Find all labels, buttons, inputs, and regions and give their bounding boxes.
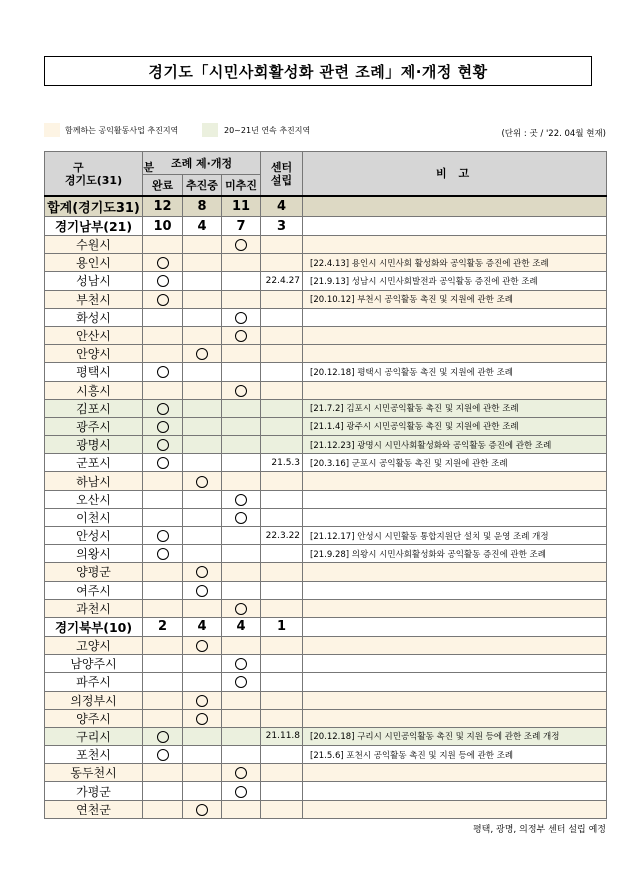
header-center-l2: 설립 [270,173,293,187]
city-name: 구리시 [45,727,143,745]
region-note [303,617,607,636]
status-in-progress [183,308,222,326]
status-done [143,436,183,454]
status-in-progress [183,454,222,472]
row-note [303,581,607,599]
status-circle-icon [157,403,169,415]
row-note: [20.3.16] 군포시 공익활동 촉진 및 지원에 관한 조례 [303,454,607,472]
region-in-progress: 4 [183,617,222,636]
status-not-started [222,636,261,654]
legend-swatch-partner [44,123,60,137]
status-circle-icon [196,804,208,816]
table-row [45,236,607,254]
status-not-started [222,709,261,727]
status-not-started [222,308,261,326]
total-center: 4 [261,196,303,217]
center-date [261,399,303,417]
region-in-progress: 4 [183,217,222,236]
total-not-started: 11 [222,196,261,217]
row-note: [21.5.6] 포천시 공익활동 촉진 및 지원 등에 관한 조례 [303,746,607,764]
table-row [45,527,607,545]
center-date [261,746,303,764]
center-date [261,709,303,727]
row-note [303,308,607,326]
center-date [261,673,303,691]
status-done [143,527,183,545]
center-date: 21.5.3 [261,454,303,472]
status-circle-icon [157,294,169,306]
status-circle-icon [196,585,208,597]
region-name: 경기북부(10) [45,617,143,636]
center-date [261,545,303,563]
status-done [143,290,183,308]
row-note: [20.12.18] 평택시 공익활동 촉진 및 지원에 관한 조례 [303,363,607,381]
header-ordinance: 조례 제·개정 [143,152,261,175]
row-note [303,800,607,818]
center-date [261,599,303,617]
table-row [45,254,607,272]
city-name: 하남시 [45,472,143,490]
status-not-started [222,691,261,709]
status-circle-icon [235,786,247,798]
city-name: 의왕시 [45,545,143,563]
status-in-progress [183,326,222,344]
center-date [261,308,303,326]
status-done [143,709,183,727]
status-done [143,254,183,272]
status-circle-icon [235,512,247,524]
row-note [303,236,607,254]
status-in-progress [183,764,222,782]
header-gubun-sub: 경기도(31) [64,173,123,187]
table-row [45,436,607,454]
header-gubun-label: 구 분 [73,160,183,174]
table-row [45,545,607,563]
status-circle-icon [157,275,169,287]
region-not-started: 4 [222,617,261,636]
table-row [45,636,607,654]
row-note: [20.10.12] 부천시 공익활동 촉진 및 지원에 관한 조례 [303,290,607,308]
status-not-started [222,363,261,381]
status-circle-icon [196,695,208,707]
row-note [303,490,607,508]
status-circle-icon [235,494,247,506]
table-row [45,454,607,472]
legend-label-consecutive: 20~21년 연속 추진지역 [224,126,311,135]
center-date [261,782,303,800]
city-name: 광명시 [45,436,143,454]
table-row [45,563,607,581]
table-row [45,782,607,800]
status-in-progress [183,527,222,545]
status-done [143,764,183,782]
status-circle-icon [235,239,247,251]
region-note [303,217,607,236]
status-not-started [222,381,261,399]
center-date: 22.4.27 [261,272,303,290]
status-not-started [222,655,261,673]
row-note: [21.12.23] 광명시 시민사회활성화와 공익활동 증진에 관한 조례 [303,436,607,454]
city-name: 평택시 [45,363,143,381]
status-not-started [222,254,261,272]
table-row [45,599,607,617]
status-in-progress [183,709,222,727]
total-row [45,196,607,217]
center-date [261,436,303,454]
row-note: [21.7.2] 김포시 시민공익활동 촉진 및 지원에 관한 조례 [303,399,607,417]
city-name: 부천시 [45,290,143,308]
total-done: 12 [143,196,183,217]
center-date [261,345,303,363]
footer-note: 평택, 광명, 의정부 센터 설립 예정 [472,825,606,835]
status-not-started [222,563,261,581]
status-not-started [222,508,261,526]
city-name: 고양시 [45,636,143,654]
status-circle-icon [235,676,247,688]
status-in-progress [183,655,222,673]
status-not-started [222,527,261,545]
center-date [261,381,303,399]
status-circle-icon [196,348,208,360]
unit-note: (단위 : 곳 / '22. 04월 현재) [501,129,606,139]
status-not-started [222,399,261,417]
city-name: 이천시 [45,508,143,526]
center-date [261,472,303,490]
status-circle-icon [235,312,247,324]
status-circle-icon [157,421,169,433]
status-done [143,545,183,563]
region-summary-row [45,217,607,236]
header-in-progress: 추진중 [183,175,222,197]
table-row [45,746,607,764]
status-not-started [222,581,261,599]
city-name: 가평군 [45,782,143,800]
table-row [45,345,607,363]
city-name: 동두천시 [45,764,143,782]
table-row [45,673,607,691]
table-row [45,290,607,308]
city-name: 여주시 [45,581,143,599]
city-name: 연천군 [45,800,143,818]
city-name: 시흥시 [45,381,143,399]
status-not-started [222,545,261,563]
status-done [143,636,183,654]
city-name: 김포시 [45,399,143,417]
city-name: 성남시 [45,272,143,290]
city-name: 수원시 [45,236,143,254]
page-title-text: 경기도「시민사회활성화 관련 조례」제·개정 현황 [148,62,488,81]
row-note [303,381,607,399]
row-note [303,508,607,526]
row-note [303,673,607,691]
center-date [261,254,303,272]
city-name: 용인시 [45,254,143,272]
center-date [261,563,303,581]
city-name: 포천시 [45,746,143,764]
table-row [45,691,607,709]
status-done [143,345,183,363]
status-circle-icon [235,385,247,397]
status-not-started [222,490,261,508]
status-not-started [222,800,261,818]
header-center [261,152,303,197]
status-done [143,581,183,599]
center-date [261,691,303,709]
city-name: 광주시 [45,417,143,435]
city-name: 남양주시 [45,655,143,673]
table-row [45,709,607,727]
status-circle-icon [235,330,247,342]
status-in-progress [183,490,222,508]
status-not-started [222,272,261,290]
status-not-started [222,345,261,363]
status-done [143,563,183,581]
city-name: 파주시 [45,673,143,691]
status-circle-icon [196,713,208,725]
region-name: 경기남부(21) [45,217,143,236]
status-not-started [222,454,261,472]
status-circle-icon [157,749,169,761]
status-done [143,308,183,326]
status-not-started [222,417,261,435]
status-in-progress [183,399,222,417]
legend-swatch-consecutive [202,123,218,137]
status-done [143,417,183,435]
status-circle-icon [196,640,208,652]
status-done [143,472,183,490]
status-in-progress [183,272,222,290]
table-row [45,417,607,435]
table-row [45,581,607,599]
region-summary-row [45,617,607,636]
status-not-started [222,764,261,782]
city-name: 군포시 [45,454,143,472]
status-in-progress [183,636,222,654]
status-done [143,272,183,290]
row-note: [21.9.28] 의왕시 시민사회활성화와 공익활동 증진에 관한 조례 [303,545,607,563]
center-date: 21.11.8 [261,727,303,745]
center-date [261,326,303,344]
status-circle-icon [235,658,247,670]
status-circle-icon [157,548,169,560]
header-center-l1: 센터 [270,160,293,174]
status-not-started [222,746,261,764]
status-in-progress [183,691,222,709]
table-row [45,363,607,381]
row-note [303,782,607,800]
header-not-started: 미추진 [222,175,261,197]
legend [44,123,606,139]
status-in-progress [183,345,222,363]
header-done: 완료 [143,175,183,197]
center-date [261,490,303,508]
status-done [143,691,183,709]
center-date [261,417,303,435]
status-not-started [222,599,261,617]
city-name: 안산시 [45,326,143,344]
row-note [303,636,607,654]
status-done [143,381,183,399]
center-date: 22.3.22 [261,527,303,545]
legend-label-partner: 함께하는 공익활동사업 추진지역 [65,126,179,135]
row-note [303,472,607,490]
status-in-progress [183,472,222,490]
center-date [261,800,303,818]
city-name: 안양시 [45,345,143,363]
status-done [143,655,183,673]
center-date [261,764,303,782]
center-date [261,636,303,654]
status-not-started [222,326,261,344]
city-name: 양평군 [45,563,143,581]
status-in-progress [183,236,222,254]
status-circle-icon [157,257,169,269]
status-in-progress [183,436,222,454]
status-in-progress [183,254,222,272]
status-done [143,236,183,254]
status-circle-icon [235,603,247,615]
status-not-started [222,782,261,800]
center-date [261,363,303,381]
region-center: 1 [261,617,303,636]
row-note: [21.1.4] 광주시 시민공익활동 촉진 및 지원에 관한 조례 [303,417,607,435]
city-name: 안성시 [45,527,143,545]
header-note: 비 고 [303,152,607,197]
status-circle-icon [235,767,247,779]
table-row [45,326,607,344]
row-note [303,709,607,727]
status-circle-icon [196,566,208,578]
status-in-progress [183,381,222,399]
table-row [45,472,607,490]
status-not-started [222,727,261,745]
city-name: 오산시 [45,490,143,508]
table-row [45,764,607,782]
status-done [143,326,183,344]
row-note [303,764,607,782]
status-in-progress [183,581,222,599]
row-note [303,655,607,673]
status-in-progress [183,363,222,381]
status-not-started [222,290,261,308]
status-circle-icon [196,476,208,488]
total-name: 합계(경기도31) [45,196,143,217]
total-note [303,196,607,217]
center-date [261,508,303,526]
status-not-started [222,472,261,490]
status-done [143,454,183,472]
status-done [143,800,183,818]
row-note [303,563,607,581]
city-name: 양주시 [45,709,143,727]
region-done: 2 [143,617,183,636]
status-done [143,399,183,417]
center-date [261,236,303,254]
status-done [143,673,183,691]
row-note [303,691,607,709]
region-not-started: 7 [222,217,261,236]
status-done [143,727,183,745]
status-in-progress [183,563,222,581]
city-name: 과천시 [45,599,143,617]
row-note: [22.4.13] 용인시 시민사회 활성화와 공익활동 증진에 관한 조례 [303,254,607,272]
center-date [261,581,303,599]
page-title [44,56,592,86]
region-center: 3 [261,217,303,236]
table-row [45,508,607,526]
center-date [261,290,303,308]
total-in-progress: 8 [183,196,222,217]
status-circle-icon [157,530,169,542]
row-note [303,599,607,617]
status-in-progress [183,599,222,617]
status-in-progress [183,727,222,745]
region-done: 10 [143,217,183,236]
status-done [143,490,183,508]
table-row [45,800,607,818]
table-row [45,727,607,745]
status-done [143,782,183,800]
table-row [45,655,607,673]
status-in-progress [183,673,222,691]
row-note: [20.12.18] 구리시 시민공익활동 촉진 및 지원 등에 관한 조례 개정 [303,727,607,745]
status-not-started [222,673,261,691]
ordinance-status-table [44,151,607,819]
row-note: [21.12.17] 안성시 시민활동 통합지원단 설치 및 운영 조례 개정 [303,527,607,545]
status-in-progress [183,290,222,308]
status-not-started [222,436,261,454]
status-done [143,508,183,526]
status-not-started [222,236,261,254]
row-note: [21.9.13] 성남시 시민사회발전과 공익활동 증진에 관한 조례 [303,272,607,290]
status-circle-icon [157,439,169,451]
status-circle-icon [157,457,169,469]
table-row [45,272,607,290]
status-done [143,599,183,617]
status-in-progress [183,800,222,818]
status-done [143,746,183,764]
table-row [45,490,607,508]
status-circle-icon [157,731,169,743]
table-row [45,381,607,399]
status-in-progress [183,545,222,563]
center-date [261,655,303,673]
row-note [303,345,607,363]
city-name: 화성시 [45,308,143,326]
status-done [143,363,183,381]
status-in-progress [183,417,222,435]
status-in-progress [183,782,222,800]
table-row [45,308,607,326]
table-row [45,399,607,417]
status-in-progress [183,746,222,764]
status-circle-icon [157,366,169,378]
status-in-progress [183,508,222,526]
city-name: 의정부시 [45,691,143,709]
row-note [303,326,607,344]
